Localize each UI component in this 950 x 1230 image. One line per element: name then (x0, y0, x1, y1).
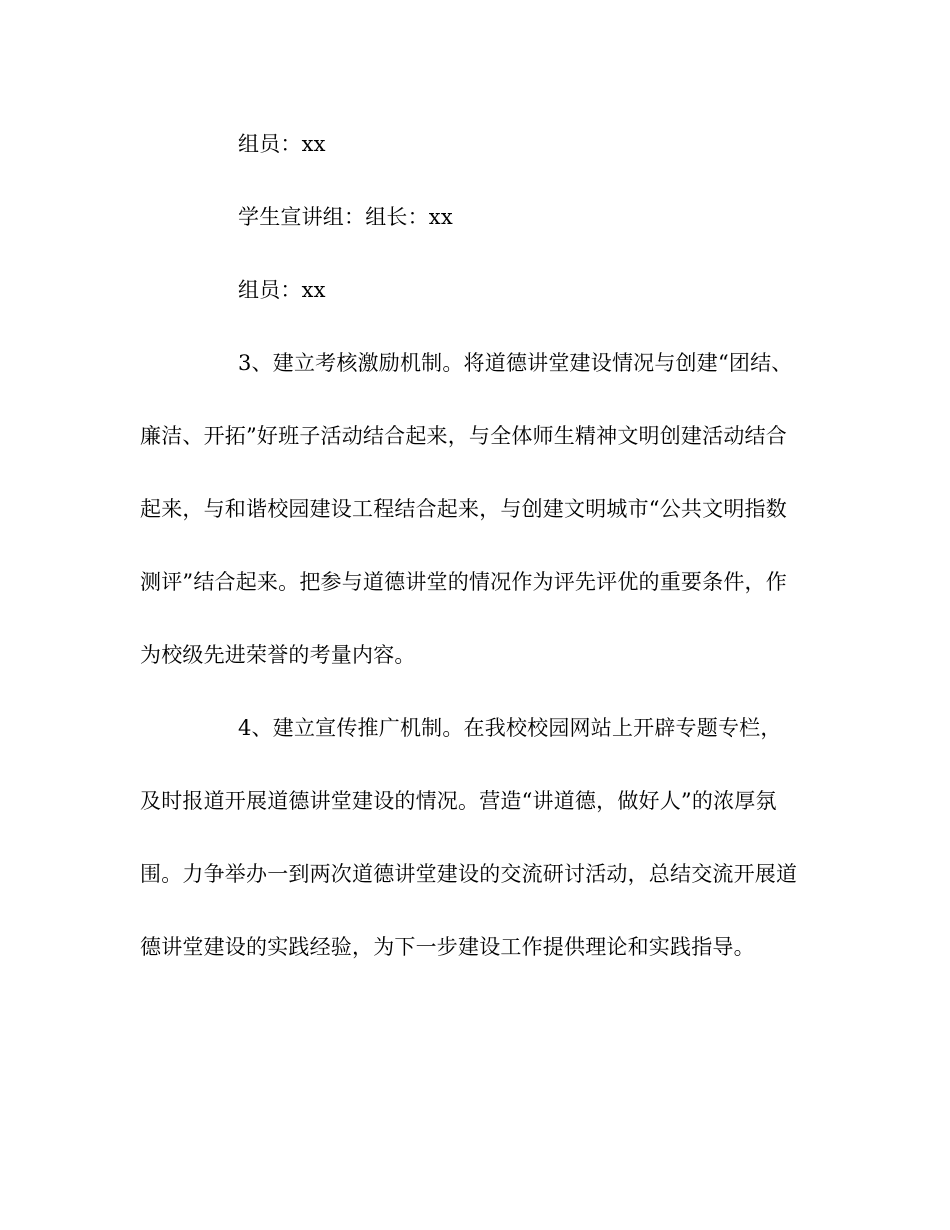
paragraph-3-line-2: 廉洁、开拓”好班子活动结合起来，与全体师生精神文明创建活动结合 (140, 424, 787, 448)
paragraph-3-line-4: 测评”结合起来。把参与道德讲堂的情况作为评先评优的重要条件，作 (140, 570, 787, 594)
text-line-members-2: 组员：xx (238, 278, 326, 302)
text-line-student-group: 学生宣讲组：组长：xx (238, 205, 453, 229)
paragraph-4-line-1: 4、建立宣传推广机制。在我校校园网站上开辟专题专栏， (238, 716, 782, 740)
text-line-members-1: 组员：xx (238, 132, 326, 156)
paragraph-3-line-5: 为校级先进荣誉的考量内容。 (140, 643, 416, 667)
paragraph-4-line-2: 及时报道开展道德讲堂建设的情况。营造“讲道德，做好人”的浓厚氛 (140, 789, 777, 813)
paragraph-3-line-1: 3、建立考核激励机制。将道德讲堂建设情况与创建“团结、 (238, 351, 793, 375)
paragraph-4-line-3: 围。力争举办一到两次道德讲堂建设的交流研讨活动，总结交流开展道 (140, 862, 798, 886)
paragraph-3-line-3: 起来，与和谐校园建设工程结合起来，与创建文明城市“公共文明指数 (140, 497, 787, 521)
paragraph-4-line-4: 德讲堂建设的实践经验，为下一步建设工作提供理论和实践指导。 (140, 935, 755, 959)
